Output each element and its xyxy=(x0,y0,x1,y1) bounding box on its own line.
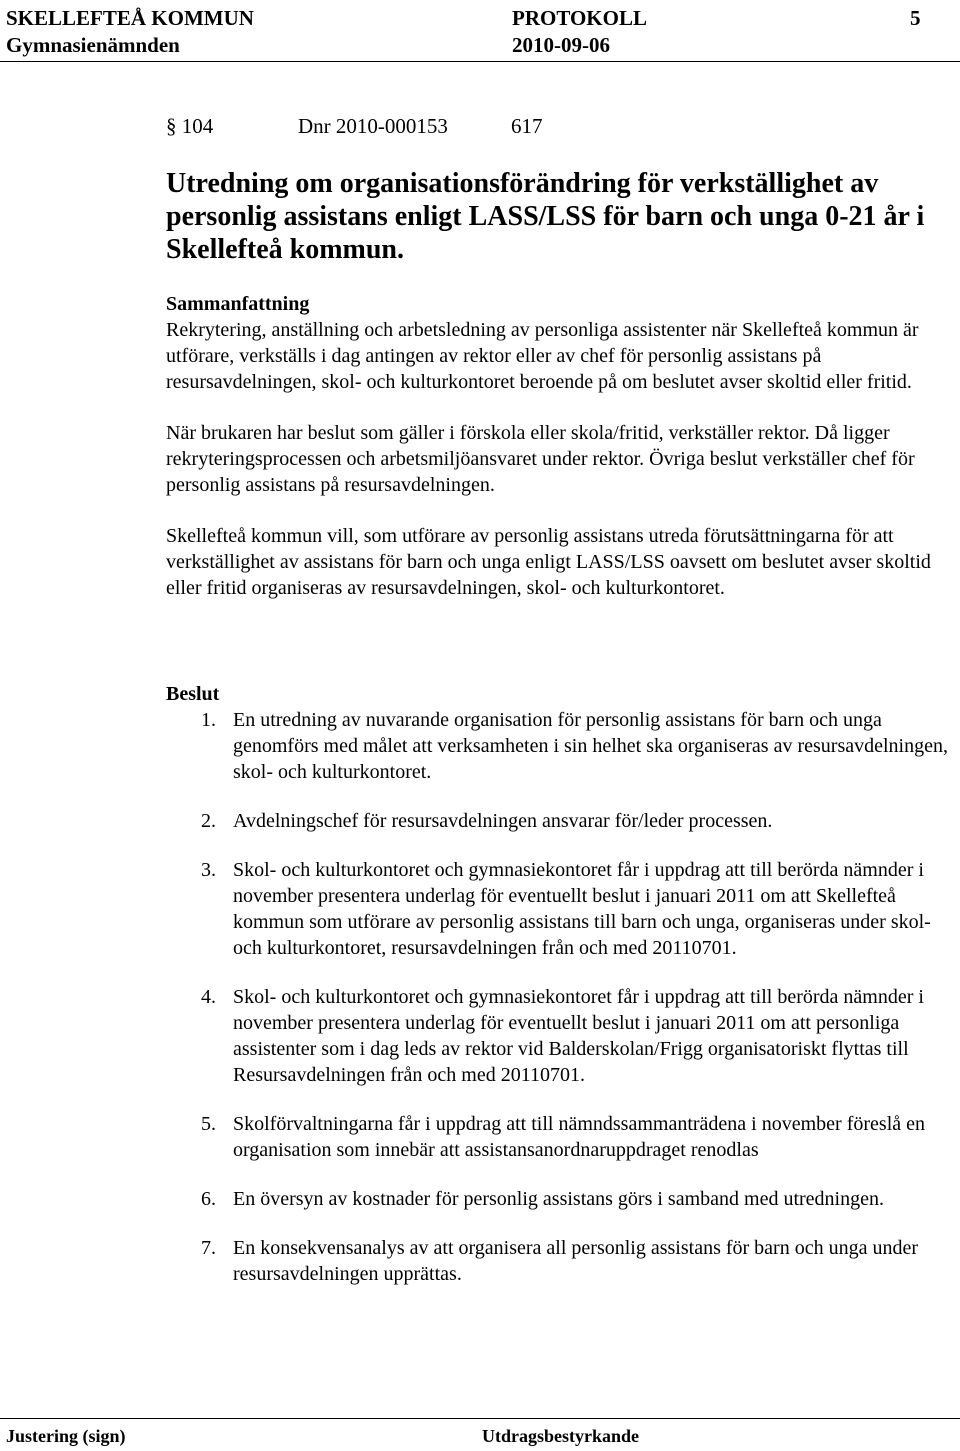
page-title: Utredning om organisationsförändring för verkställighet av personlig assistans enligt LASS/LSS för barn och unga 0-21 år i Skellefteå kommun. xyxy=(166,168,925,265)
summary-section xyxy=(166,291,956,601)
header-rule xyxy=(0,61,960,62)
summary-paragraph: Rekrytering, anställning och arbetsledning av personliga assistenter när Skellefteå kommun är utförare, verkställs i dag antingen av rektor eller av chef för personlig assistans på resursavdelningen, skol- och kulturkontoret beroende på om beslutet avser skoltid eller fritid. xyxy=(166,319,919,393)
summary-paragraph: Skellefteå kommun vill, som utförare av personlig assistans utreda förutsättningarna för att verkställighet av assistans för barn och unga enligt LASS/LSS oavsett om beslutet avser skoltid eller fritid organiseras av resursavdelningen, skol- och kulturkontoret. xyxy=(166,525,931,599)
decision-item-number: 6. xyxy=(201,1188,216,1210)
signature-label: Justering (sign) xyxy=(6,1426,126,1446)
archive-code: 617 xyxy=(511,114,543,138)
decision-item-number: 1. xyxy=(201,709,216,731)
decision-item xyxy=(166,707,956,785)
decision-item xyxy=(166,1235,956,1287)
decision-item-number: 3. xyxy=(201,859,216,881)
decision-item xyxy=(166,1111,956,1163)
footer-rule xyxy=(0,1418,960,1419)
decision-item-number: 4. xyxy=(201,986,216,1008)
decision-item xyxy=(166,808,956,834)
document-type: PROTOKOLL xyxy=(512,6,647,30)
organization-name: SKELLEFTEÅ KOMMUN xyxy=(6,6,254,30)
decision-item-text: Skol- och kulturkontoret och gymnasiekontoret får i uppdrag att till berörda nämnder i november presentera underlag för eventuellt beslut i januari 2011 om att Skellefteå kommun som utförare av personlig assistans till barn och unga, organiseras under skol- och kulturkontoret, resursavdelningen från och med 20110701. xyxy=(233,859,931,959)
decision-item-number: 7. xyxy=(201,1237,216,1259)
decision-item-number: 2. xyxy=(201,810,216,832)
decision-item xyxy=(166,984,956,1088)
meeting-date: 2010-09-06 xyxy=(512,33,610,57)
summary-heading: Sammanfattning xyxy=(166,293,310,315)
decision-item-text: Skol- och kulturkontoret och gymnasiekontoret får i uppdrag att till berörda nämnder i november presentera underlag för eventuellt beslut i januari 2011 om att personliga assistenter som i dag leds av rektor vid Balderskolan/Frigg organisatoriskt flyttas till Resursavdelningen från och med 20110701. xyxy=(233,986,924,1086)
decision-item-text: Avdelningschef för resursavdelningen ansvarar för/leder processen. xyxy=(233,810,773,832)
decision-item xyxy=(166,857,956,961)
decision-item xyxy=(166,1186,956,1212)
decision-list xyxy=(166,707,956,1310)
decision-item-number: 5. xyxy=(201,1113,216,1135)
decision-item-text: En översyn av kostnader för personlig assistans görs i samband med utredningen. xyxy=(233,1188,884,1210)
committee-name: Gymnasienämnden xyxy=(6,33,180,57)
page-number: 5 xyxy=(910,6,921,30)
extract-certification-label: Utdragsbestyrkande xyxy=(482,1426,640,1446)
decision-item-text: Skolförvaltningarna får i uppdrag att till nämndssammanträdena i november föreslå en organisation som innebär att assistansanordnaruppdraget renodlas xyxy=(233,1113,926,1161)
diary-number: Dnr 2010-000153 xyxy=(298,114,448,138)
decision-heading: Beslut xyxy=(166,683,220,705)
summary-paragraph: När brukaren har beslut som gäller i förskola eller skola/fritid, verkställer rektor. Då ligger rekryteringsprocessen och arbetsmiljöansvaret under rektor. Övriga beslut verkställer chef för personlig assistans på resursavdelningen. xyxy=(166,422,915,496)
decision-item-text: En utredning av nuvarande organisation för personlig assistans för barn och unga genomförs med målet att verksamheten i sin helhet ska organiseras av resursavdelningen, skol- och kulturkontoret. xyxy=(233,709,948,783)
section-number: § 104 xyxy=(166,114,214,138)
decision-item-text: En konsekvensanalys av att organisera all personlig assistans för barn och unga under resursavdelningen upprättas. xyxy=(233,1237,918,1285)
decision-heading-block xyxy=(166,681,956,707)
